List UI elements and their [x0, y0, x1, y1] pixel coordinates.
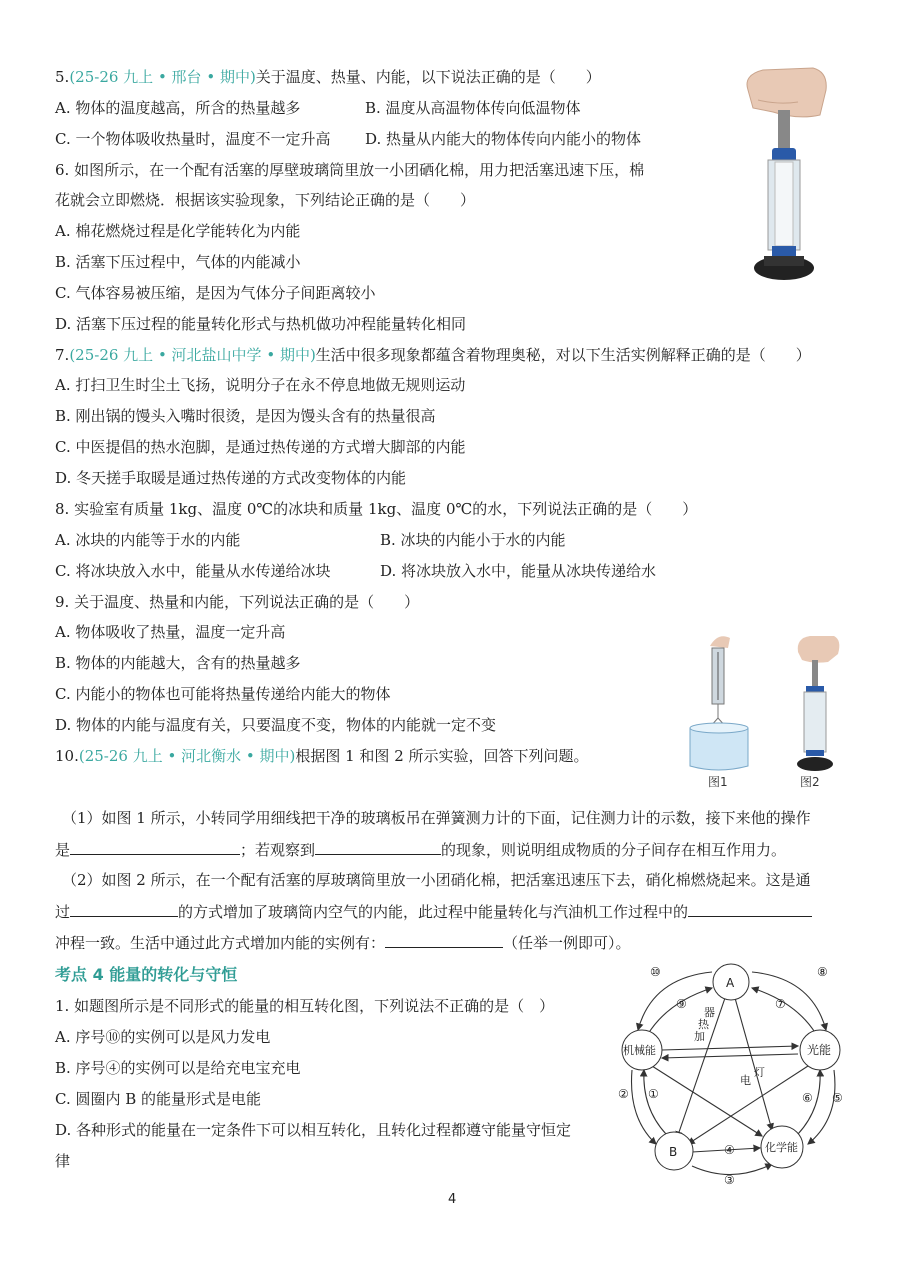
node-chemical: 化学能	[765, 1141, 798, 1154]
energy-conversion-diagram	[612, 958, 862, 1190]
label-2: ②	[618, 1087, 629, 1101]
page-number: 4	[448, 1192, 457, 1207]
label-3: ③	[724, 1173, 735, 1187]
label-1: ①	[648, 1087, 659, 1101]
q6-option-b: B. 活塞下压过程中，气体的内能减小	[55, 253, 301, 271]
piston-apparatus-image	[728, 60, 838, 285]
q5-source: (25-26 九上 • 邢台 • 期中)	[69, 68, 256, 86]
q8-option-b: B. 冰块的内能小于水的内能	[380, 531, 566, 549]
q9-option-d: D. 物体的内能与温度有关，只要温度不变，物体的内能就一定不变	[55, 716, 497, 734]
q5-option-a: A. 物体的温度越高，所含的热量越多	[55, 99, 301, 117]
q5-stem: 5.(25-26 九上 • 邢台 • 期中)关于温度、热量、内能，以下说法正确的是（ ）	[55, 68, 601, 86]
q7-source: (25-26 九上 • 河北盐山中学 • 期中)	[69, 346, 316, 364]
lamp-label-1: 灯	[754, 1066, 765, 1079]
q6-option-c: C. 气体容易被压缩，是因为气体分子间距离较小	[55, 284, 376, 302]
q5-option-c: C. 一个物体吸收热量时，温度不一定升高	[55, 130, 331, 148]
label-10: ⑩	[650, 965, 661, 979]
node-mechanical: 机械能	[623, 1044, 656, 1057]
label-5: ⑤	[832, 1091, 843, 1105]
q7-option-b: B. 刚出锅的馒头入嘴时很烫，是因为馒头含有的热量很高	[55, 407, 436, 425]
node-light: 光能	[807, 1043, 832, 1057]
q8-stem: 8. 实验室有质量 1kg、温度 0℃的冰块和质量 1kg、温度 0℃的水，下列说法正确的是（ ）	[55, 500, 698, 518]
node-b: B	[669, 1145, 678, 1159]
q10-part2-line1: （2）如图 2 所示，在一个配有活塞的厚玻璃筒里放一小团硝化棉，把活塞迅速压下去，硝化棉燃烧起来。这是通	[62, 871, 811, 889]
lamp-label-2: 电	[740, 1074, 751, 1087]
s4q1-option-a: A. 序号⑩的实例可以是风力发电	[55, 1028, 271, 1046]
s4q1-option-d-line1: D. 各种形式的能量在一定条件下可以相互转化，且转化过程都遵守能量守恒定	[55, 1121, 572, 1139]
heater-label-3: 加	[694, 1030, 705, 1043]
blank-2[interactable]	[315, 838, 441, 855]
q8-option-a: A. 冰块的内能等于水的内能	[55, 531, 241, 549]
q5-option-d: D. 热量从内能大的物体传向内能小的物体	[365, 130, 642, 148]
q7-option-a: A. 打扫卫生时尘土飞扬，说明分子在永不停息地做无规则运动	[55, 376, 466, 394]
q10-part1-line2: 是 ；若观察到 的现象，则说明组成物质的分子间存在相互作用力。	[55, 838, 786, 861]
q6-stem-line1: 6. 如图所示，在一个配有活塞的厚壁玻璃筒里放一小团硒化棉，用力把活塞迅速下压，棉	[55, 161, 645, 179]
label-8: ⑧	[817, 965, 828, 979]
q10-part2-line2: 过 的方式增加了玻璃筒内空气的内能，此过程中能量转化与汽油机工作过程中的	[55, 900, 812, 923]
q10-figures	[688, 628, 848, 793]
blank-3[interactable]	[70, 900, 178, 917]
blank-5[interactable]	[385, 931, 503, 948]
heater-label-2: 热	[698, 1018, 709, 1031]
q7-stem: 7.(25-26 九上 • 河北盐山中学 • 期中)生活中很多现象都蕴含着物理奥秘，对以下生活实例解释正确的是（ ）	[55, 346, 811, 364]
blank-1[interactable]	[70, 838, 240, 855]
q9-option-a: A. 物体吸收了热量，温度一定升高	[55, 623, 286, 641]
q9-stem: 9. 关于温度、热量和内能，下列说法正确的是（ ）	[55, 593, 420, 611]
fig1-caption: 图1	[708, 775, 728, 789]
q6-option-a: A. 棉花燃烧过程是化学能转化为内能	[55, 222, 301, 240]
q8-option-c: C. 将冰块放入水中，能量从水传递给冰块	[55, 562, 331, 580]
label-7: ⑦	[775, 997, 786, 1011]
section-heading: 考点 4 能量的转化与守恒	[55, 965, 238, 984]
heater-label-1: 器	[704, 1006, 715, 1019]
q10-part1-line1: （1）如图 1 所示，小转同学用细线把干净的玻璃板吊在弹簧测力计的下面，记住测力计的示数，接下来他的操作	[62, 809, 811, 827]
q7-option-d: D. 冬天搓手取暖是通过热传递的方式改变物体的内能	[55, 469, 407, 487]
node-a: A	[726, 976, 735, 990]
s4q1-option-d-line2: 律	[55, 1152, 71, 1170]
blank-4[interactable]	[688, 900, 812, 917]
s4q1-option-b: B. 序号④的实例可以是给充电宝充电	[55, 1059, 301, 1077]
q8-option-d: D. 将冰块放入水中，能量从冰块传递给水	[380, 562, 657, 580]
q6-option-d: D. 活塞下压过程的能量转化形式与热机做功冲程能量转化相同	[55, 315, 467, 333]
q5-option-b: B. 温度从高温物体传向低温物体	[365, 99, 581, 117]
q9-option-b: B. 物体的内能越大，含有的热量越多	[55, 654, 301, 672]
q7-option-c: C. 中医提倡的热水泡脚，是通过热传递的方式增大脚部的内能	[55, 438, 466, 456]
label-9: ⑨	[676, 997, 687, 1011]
q10-stem: 10.(25-26 九上 • 河北衡水 • 期中)根据图 1 和图 2 所示实验，回答下列问题。	[55, 747, 589, 765]
q9-option-c: C. 内能小的物体也可能将热量传递给内能大的物体	[55, 685, 391, 703]
s4q1-stem: 1. 如题图所示是不同形式的能量的相互转化图，下列说法不正确的是（ ）	[55, 997, 555, 1015]
q10-part2-line3: 冲程一致。生活中通过此方式增加内能的实例有： （任举一例即可）。	[55, 931, 631, 954]
fig2-caption: 图2	[800, 775, 820, 789]
q10-source: (25-26 九上 • 河北衡水 • 期中)	[78, 747, 296, 765]
label-4: ④	[724, 1143, 735, 1157]
q6-stem-line2: 花就会立即燃烧．根据该实验现象，下列结论正确的是（ ）	[55, 191, 476, 209]
s4q1-option-c: C. 圆圈内 B 的能量形式是电能	[55, 1090, 262, 1108]
label-6: ⑥	[802, 1091, 813, 1105]
